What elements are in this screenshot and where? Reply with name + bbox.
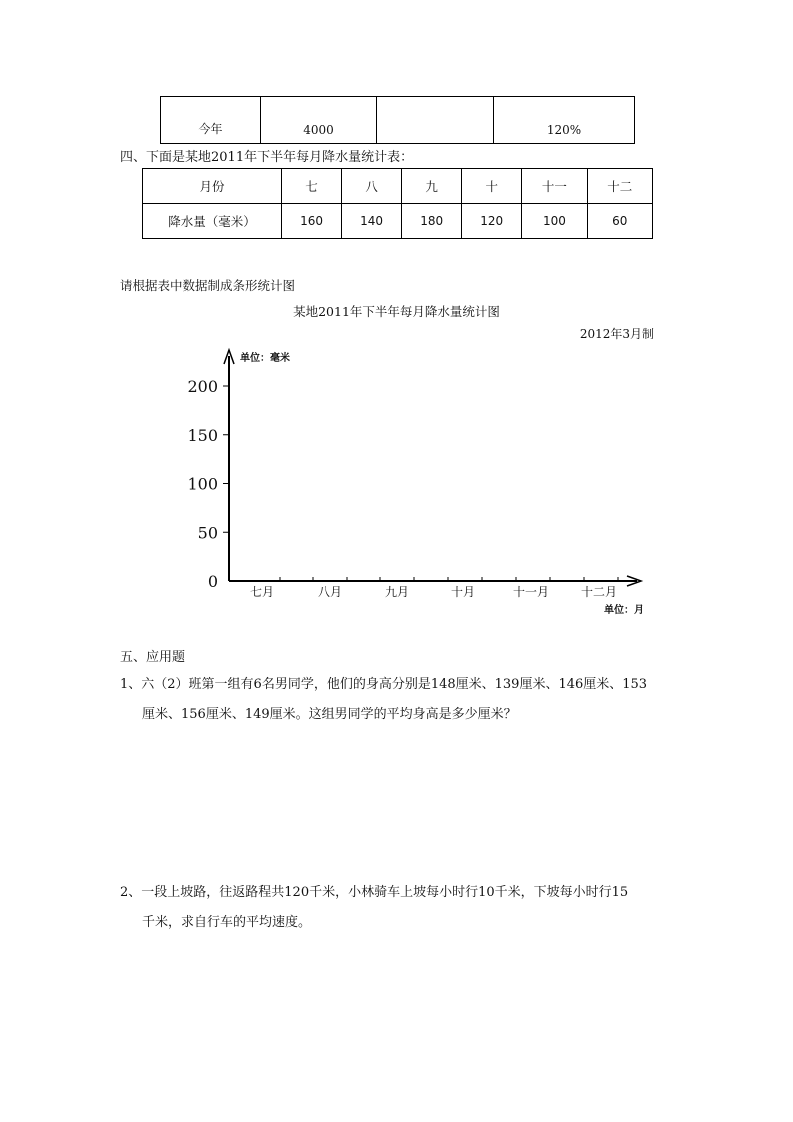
rainfall-table xyxy=(142,168,653,239)
y-unit-label: 单位：毫米 xyxy=(240,353,290,364)
value-cell: 180 xyxy=(402,204,462,239)
month-cell: 九 xyxy=(402,169,462,204)
bar-chart xyxy=(0,330,793,630)
question-2-line-1: 2、一段上坡路，往返路程共120千米，小林骑车上坡每小时行10千米，下坡每小时行15 xyxy=(120,885,629,900)
table-cell xyxy=(377,97,494,144)
question-1 xyxy=(120,670,680,730)
section-4-title: 四、下面是某地2011年下半年每月降水量统计表： xyxy=(120,150,414,165)
x-unit-label: 单位：月 xyxy=(604,605,644,616)
month-cell: 七 xyxy=(282,169,342,204)
x-tick-label: 七月 xyxy=(249,585,275,599)
table-cell: 120% xyxy=(494,97,635,144)
x-tick-label: 十一月 xyxy=(512,585,550,599)
value-cell: 100 xyxy=(522,204,587,239)
question-2-line-2: 千米，求自行车的平均速度。 xyxy=(142,915,312,930)
table-row xyxy=(143,204,653,239)
x-tick-label: 十二月 xyxy=(580,585,618,599)
header-label-cell: 月份 xyxy=(143,169,282,204)
value-cell: 60 xyxy=(587,204,652,239)
x-tick-label: 八月 xyxy=(317,585,343,599)
x-tick-label: 十月 xyxy=(450,585,476,599)
value-cell: 160 xyxy=(282,204,342,239)
y-tick-label: 50 xyxy=(197,523,218,543)
table-row xyxy=(143,169,653,204)
chart-made-date: 2012年3月制 xyxy=(579,327,654,341)
question-2 xyxy=(120,878,680,938)
table-cell: 4000 xyxy=(261,97,377,144)
y-tick-label: 200 xyxy=(187,377,218,396)
y-tick-label: 0 xyxy=(207,572,218,591)
y-tick-label: 150 xyxy=(187,425,218,445)
instruction-text: 请根据表中数据制成条形统计图 xyxy=(120,278,296,293)
question-1-line-2: 厘米、156厘米、149厘米。这组男同学的平均身高是多少厘米？ xyxy=(142,707,517,722)
value-cell: 140 xyxy=(342,204,402,239)
x-tick-label: 九月 xyxy=(384,585,410,599)
month-cell: 八 xyxy=(342,169,402,204)
row-label-cell: 降水量（毫米） xyxy=(143,204,282,239)
month-cell: 十一 xyxy=(522,169,587,204)
value-cell: 120 xyxy=(462,204,522,239)
y-tick-label: 100 xyxy=(187,474,218,494)
month-cell: 十二 xyxy=(587,169,652,204)
top-table xyxy=(160,96,635,144)
section-5-title: 五、应用题 xyxy=(120,650,186,665)
table-row xyxy=(161,97,635,144)
question-1-line-1: 1、六（2）班第一组有6名男同学，他们的身高分别是148厘米、139厘米、146厘米、153 xyxy=(120,677,648,692)
month-cell: 十 xyxy=(462,169,522,204)
chart-title: 某地2011年下半年每月降水量统计图 xyxy=(293,304,500,319)
table-cell: 今年 xyxy=(161,97,261,144)
